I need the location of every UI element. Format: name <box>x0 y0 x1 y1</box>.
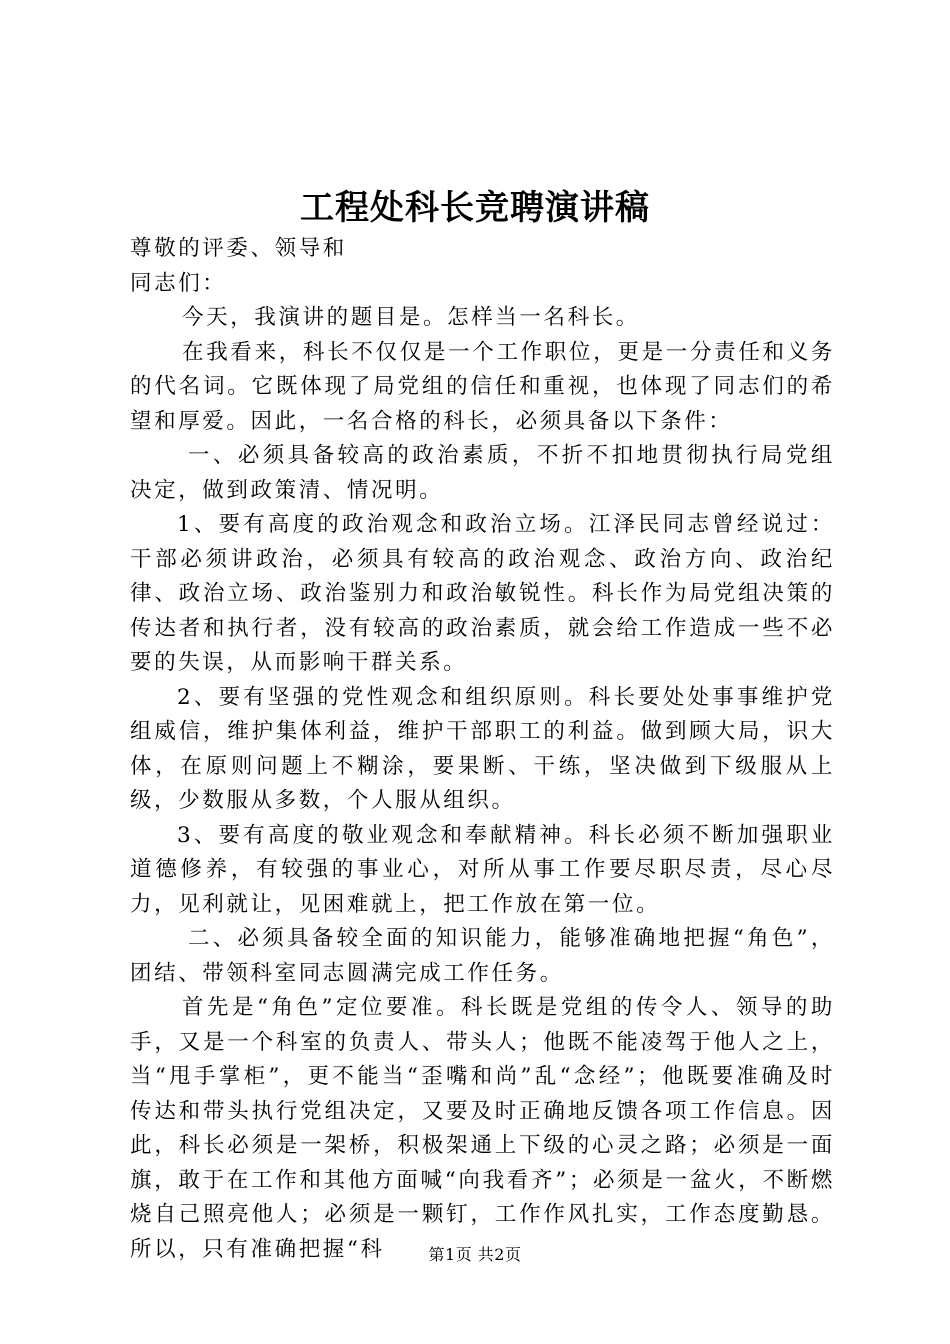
paragraph-opening: 今天，我演讲的题目是。怎样当一名科长。 <box>182 305 640 330</box>
paragraph-point-2: 2、要有坚强的党性观念和组织原则。科长要处处事事维护党组威信，维护集体利益，维护干部职工的利益。做到顾大局，识大体，在原则问题上不糊涂，要果断、干练，坚决做到下级服从上级，少数服从多数，个人服从组织。 <box>130 684 835 813</box>
salutation-line-2: 同志们： <box>130 270 227 296</box>
paragraph-section-1: 一、必须具备较高的政治素质，不折不扣地贯彻执行局党组决定，做到政策清、情况明。 <box>130 443 835 503</box>
document-body <box>130 232 835 1267</box>
page-number-footer: 第1页 共2页 <box>428 1245 522 1264</box>
paragraph-point-1: 1、要有高度的政治观念和政治立场。江泽民同志曾经说过：干部必须讲政治，必须具有较高的政治观念、政治方向、政治纪律、政治立场、政治鉴别力和政治敏锐性。科长作为局党组决策的传达者和执行者，没有较高的政治素质，就会给工作造成一些不必要的失误，从而影响干群关系。 <box>130 512 835 675</box>
paragraph-intro: 在我看来，科长不仅仅是一个工作职位，更是一分责任和义务的代名词。它既体现了局党组的信任和重视，也体现了同志们的希望和厚爱。因此，一名合格的科长，必须具备以下条件： <box>130 339 835 434</box>
paragraph-role: 首先是“角色”定位要准。科长既是党组的传令人、领导的助手，又是一个科室的负责人、带头人；他既不能凌驾于他人之上，当“甩手掌柜”，更不能当“歪嘴和尚”乱“念经”；他既要准确及时传达和带头执行党组决定，又要及时正确地反馈各项工作信息。因此，科长必须是一架桥，积极架通上下级的心灵之路；必须是一面旗，敢于在工作和其他方面喊“向我看齐”；必须是一盆火，不断燃烧自己照亮他人；必须是一颗钉，工作作风扎实，工作态度勤恳。所以，只有准确把握“科 <box>130 995 835 1262</box>
salutation-line-1: 尊敬的评委、领导和 <box>130 236 347 261</box>
paragraph-section-2: 二、必须具备较全面的知识能力，能够准确地把握“角色”，团结、带领科室同志圆满完成工作任务。 <box>130 926 835 986</box>
document-title: 工程处科长竞聘演讲稿 <box>300 188 650 228</box>
paragraph-point-3: 3、要有高度的敬业观念和奉献精神。科长必须不断加强职业道德修养，有较强的事业心，对所从事工作要尽职尽责，尽心尽力，见利就让，见困难就上，把工作放在第一位。 <box>130 822 835 917</box>
